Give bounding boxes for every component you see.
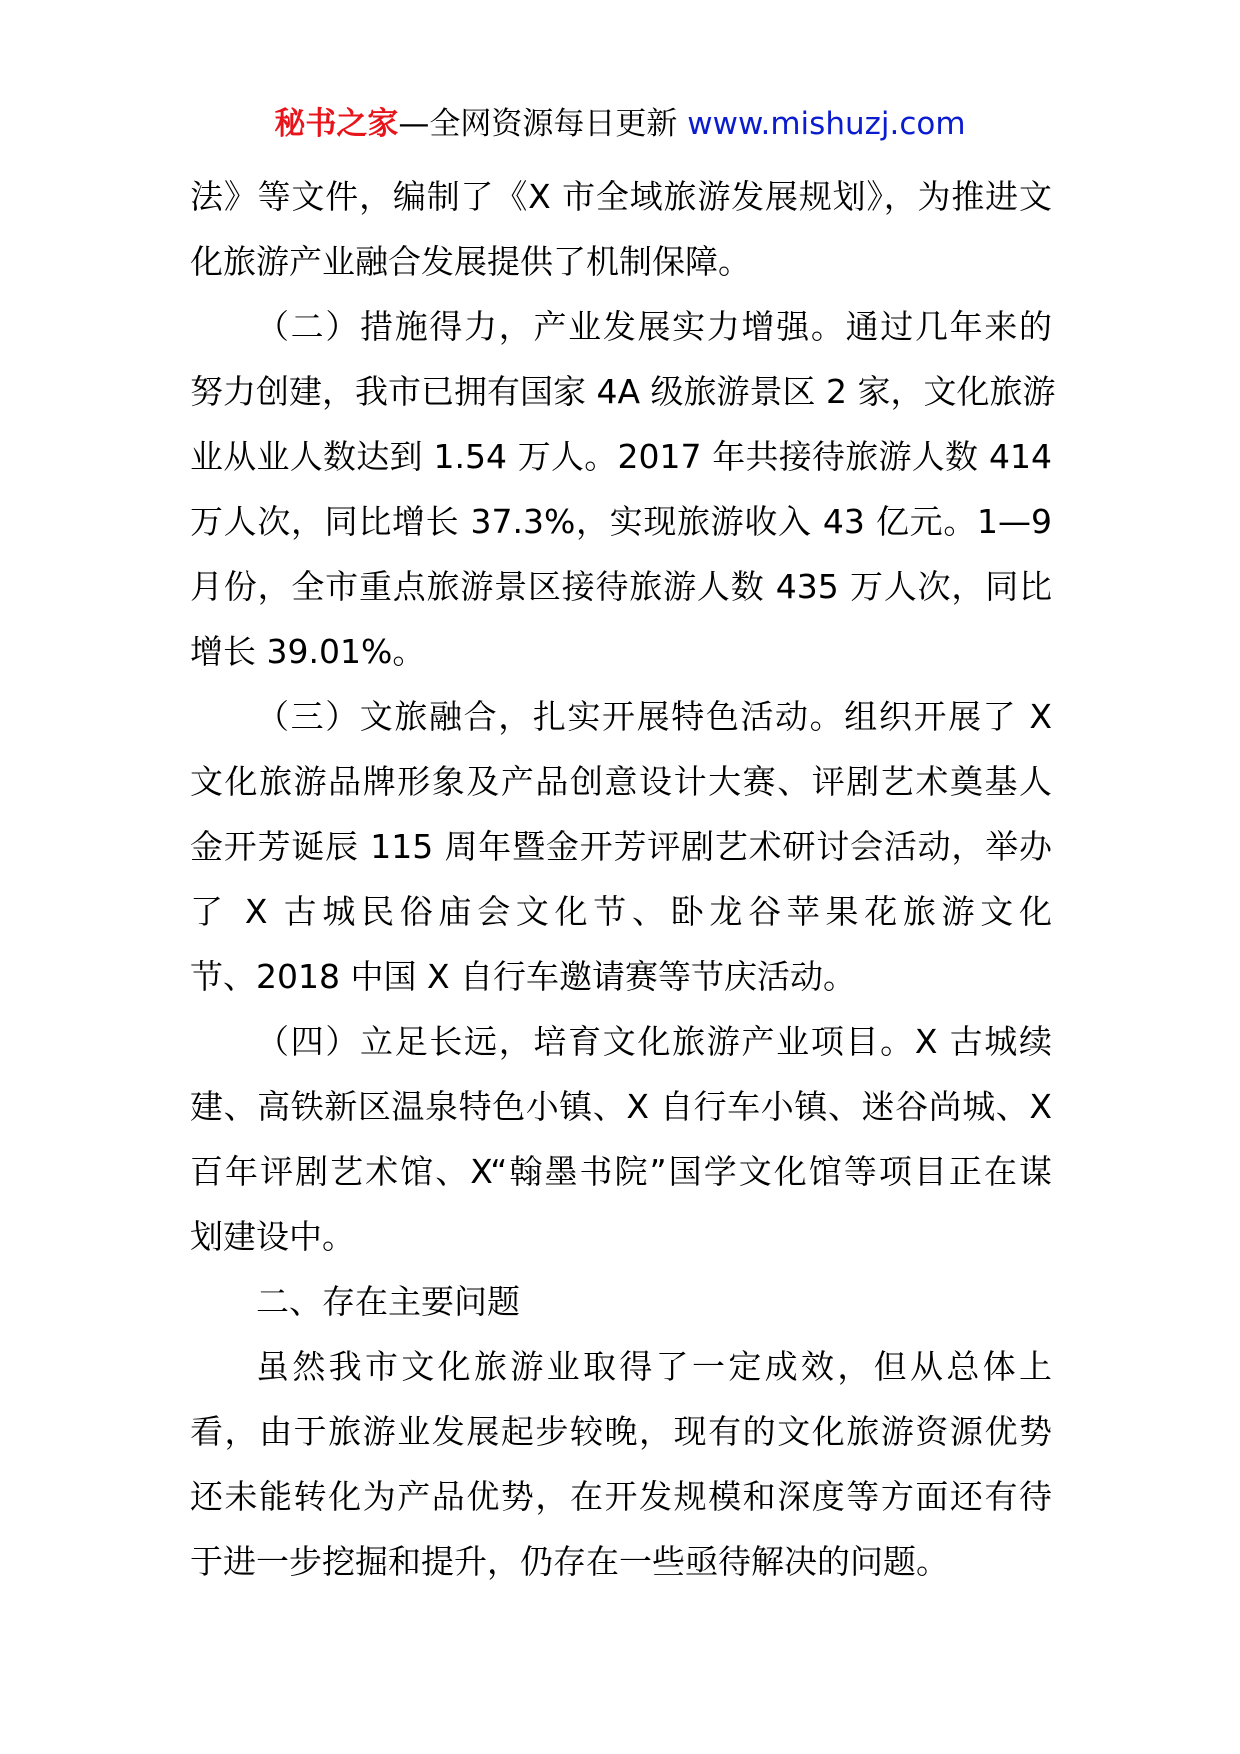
text-line: 业从业人数达到 1.54 万人。2017 年共接待旅游人数 414 <box>190 437 1052 476</box>
paragraph-heading-line: （三）文旅融合，扎实开展特色活动。组织开展了 X <box>256 697 1052 736</box>
site-url-link[interactable]: www.mishuzj.com <box>687 106 966 142</box>
text-line: 划建设中。 <box>190 1217 355 1256</box>
brand-name: 秘书之家 <box>274 106 399 142</box>
text-line: 化旅游产业融合发展提供了机制保障。 <box>190 242 751 281</box>
text-line: 法》等文件，编制了《X 市全域旅游发展规划》，为推进文 <box>190 177 1052 216</box>
text-line: 虽然我市文化旅游业取得了一定成效，但从总体上 <box>256 1347 1052 1386</box>
paragraph-heading-line: （二）措施得力，产业发展实力增强。通过几年来的 <box>256 307 1052 346</box>
text-line: 百年评剧艺术馆、X“翰墨书院”国学文化馆等项目正在谋 <box>190 1152 1052 1191</box>
text-line: 文化旅游品牌形象及产品创意设计大赛、评剧艺术奠基人 <box>190 762 1052 801</box>
text-line: 还未能转化为产品优势，在开发规模和深度等方面还有待 <box>190 1477 1052 1516</box>
text-line: 于进一步挖掘和提升，仍存在一些亟待解决的问题。 <box>190 1542 949 1581</box>
text-line: 努力创建，我市已拥有国家 4A 级旅游景区 2 家，文化旅游 <box>190 372 1056 411</box>
text-line: 万人次，同比增长 37.3%，实现旅游收入 43 亿元。1—9 <box>190 502 1052 541</box>
text-line: 金开芳诞辰 115 周年暨金开芳评剧艺术研讨会活动，举办 <box>190 827 1052 866</box>
text-line: 了 X 古城民俗庙会文化节、卧龙谷苹果花旅游文化 <box>190 892 1052 931</box>
site-header <box>0 102 1240 146</box>
text-line: 看，由于旅游业发展起步较晚，现有的文化旅游资源优势 <box>190 1412 1052 1451</box>
header-tagline: —全网资源每日更新 <box>398 106 678 142</box>
section-heading: 二、存在主要问题 <box>256 1282 520 1321</box>
document-body <box>190 164 1056 1594</box>
text-line: 月份，全市重点旅游景区接待旅游人数 435 万人次，同比 <box>190 567 1052 606</box>
text-line: 建、高铁新区温泉特色小镇、X 自行车小镇、迷谷尚城、X <box>190 1087 1052 1126</box>
paragraph-heading-line: （四）立足长远，培育文化旅游产业项目。X 古城续 <box>256 1022 1052 1061</box>
text-line: 增长 39.01%。 <box>190 632 426 671</box>
text-line: 节、2018 中国 X 自行车邀请赛等节庆活动。 <box>190 957 857 996</box>
